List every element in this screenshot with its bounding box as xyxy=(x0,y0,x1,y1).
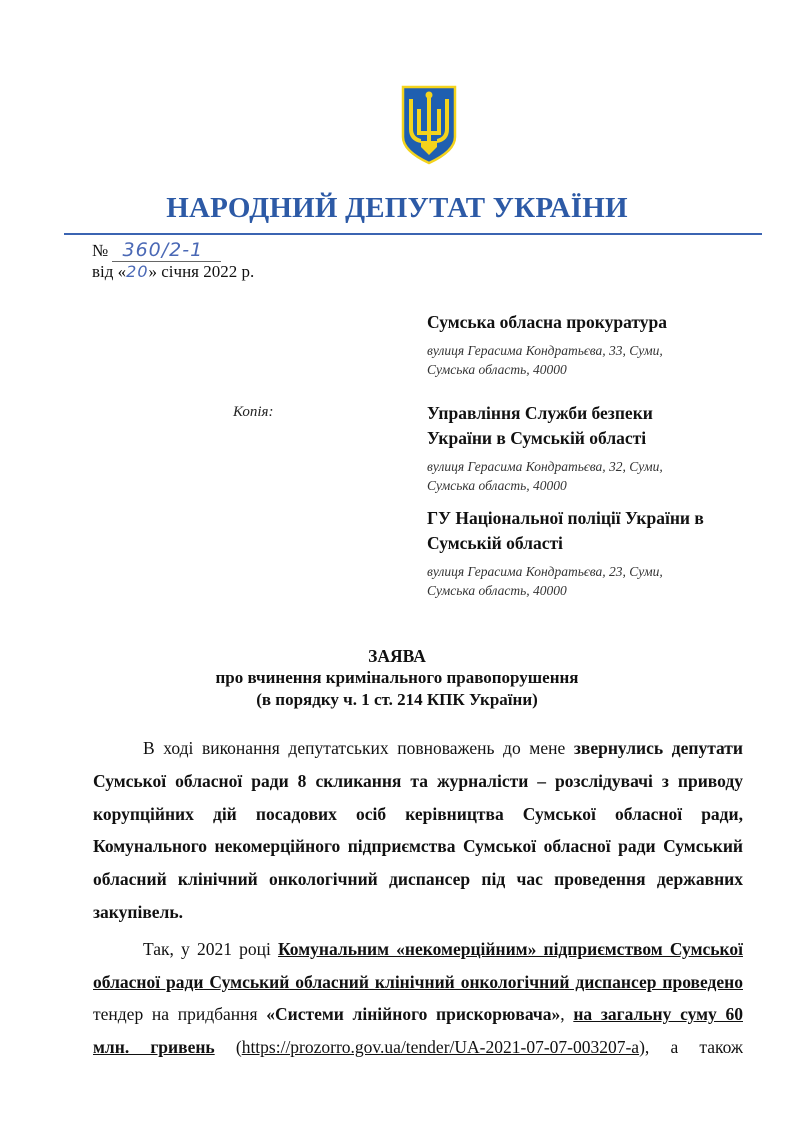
recipient-address-line: вулиця Герасима Кондратьєва, 33, Суми, xyxy=(427,343,663,358)
statement-body xyxy=(93,732,743,1064)
copy-recipient-sbu xyxy=(427,401,747,495)
prozorro-tender-link[interactable]: https://prozorro.gov.ua/tender/UA-2021-07-07-003207-a xyxy=(241,1037,640,1058)
date-prefix: від « xyxy=(92,262,127,281)
number-label: № xyxy=(92,241,109,260)
body-text: В ході виконання депутатських повноважень до мене xyxy=(143,738,574,758)
recipient-name: Сумській області xyxy=(427,533,563,553)
date-suffix: » січня 2022 р. xyxy=(148,262,255,281)
statement-subtitle: (в порядку ч. 1 ст. 214 КПК України) xyxy=(256,690,538,709)
body-text: тендер на придбання xyxy=(93,1004,267,1025)
body-bold-text: «Системи лінійного прискорювача» xyxy=(266,1004,561,1025)
recipient-address-line: Сумська область, 40000 xyxy=(427,583,567,598)
handwritten-day: 20 xyxy=(126,262,149,281)
handwritten-number: 360/2-1 xyxy=(112,239,221,262)
recipient-address-line: вулиця Герасима Кондратьєва, 32, Суми, xyxy=(427,459,663,474)
body-bold-underlined-text: на загальну суму 60 млн. гривень xyxy=(93,1004,743,1058)
recipient-address-line: Сумська область, 40000 xyxy=(427,362,567,377)
registration-date-line xyxy=(92,262,254,282)
recipient-name: України в Сумській області xyxy=(427,428,647,448)
header-divider xyxy=(64,233,762,235)
registration-number-line xyxy=(92,239,221,262)
body-bold-text: звернулись депутати Сумської обласної ради 8 скликання та журналісти – розслідувачі з приводу корупційних дій посадових осіб керівництва Сумської обласної ради, Комунального некомерційного підприємства Сумської обласної ради Сумський обласний клінічний онкологічний диспансер під час проведення державних закупівель. xyxy=(93,738,743,922)
body-paragraph xyxy=(93,933,743,1064)
recipient-prosecutor xyxy=(427,310,747,379)
copy-label: Копія: xyxy=(233,404,274,420)
copy-recipient-police xyxy=(427,506,747,600)
statement-subtitle: про вчинення кримінального правопорушення xyxy=(215,668,579,687)
body-paragraph xyxy=(93,732,743,929)
body-text: Так, у 2021 році xyxy=(143,938,278,959)
statement-title-main: ЗАЯВА xyxy=(368,646,426,666)
statement-title xyxy=(0,645,794,711)
page-title: НАРОДНИЙ ДЕПУТАТ УКРАЇНИ xyxy=(166,192,628,224)
ukraine-trident-emblem-icon xyxy=(401,85,457,165)
recipient-address-line: вулиця Герасима Кондратьєва, 23, Суми, xyxy=(427,564,663,579)
recipient-address-line: Сумська область, 40000 xyxy=(427,478,567,493)
recipient-name: Управління Служби безпеки xyxy=(427,403,653,423)
body-text: ( xyxy=(214,1037,242,1058)
body-bold-underlined-text: Комунальним «некомерційним» підприємством Сумської обласної ради Сумський обласний клінічний онкологічний диспансер проведено xyxy=(93,938,743,992)
recipient-name: Сумська обласна прокуратура xyxy=(427,312,667,332)
recipient-name: ГУ Національної поліції України в xyxy=(427,508,704,528)
body-text: , xyxy=(560,1004,574,1025)
body-text: ), а також xyxy=(639,1037,744,1058)
